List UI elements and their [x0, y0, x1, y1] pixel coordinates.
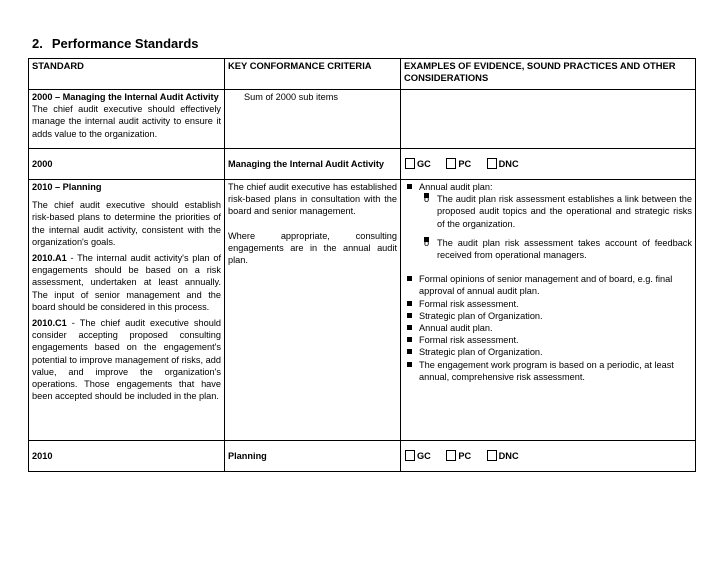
- table-row-2000-summary: [29, 149, 696, 180]
- list-item: o The audit plan risk assessment establishes a link between the proposed audit topics and the operational and strategic risks of the organization.: [437, 193, 692, 230]
- summary-code: 2000: [29, 149, 225, 180]
- standard-title: 2010 – Planning: [32, 182, 102, 192]
- table-row-2010: [29, 180, 696, 441]
- cell-standard: [29, 180, 225, 441]
- conformance-checkboxes: [401, 441, 696, 472]
- list-item: Annual audit plan: o The audit plan risk assessment establishes a link between the proposed audit topics and the operational and strategic risks of the organization. o The audit plan risk assessment takes account of feedback received from operational managers.: [419, 181, 692, 261]
- conformance-checkboxes: [401, 149, 696, 180]
- pc-checkbox[interactable]: [446, 158, 456, 169]
- cell-criteria: [225, 180, 401, 441]
- standard-c1: 2010.C1 - The chief audit executive should consider accepting proposed consulting engagements based on the engagement's potential to improve management of risks, add value, and improve the organization's operations. Those engagements that have been accepted should be included in the plan.: [32, 318, 221, 402]
- table-row-2000-intro: [29, 90, 696, 149]
- section-title: Performance Standards: [51, 36, 199, 51]
- dnc-checkbox[interactable]: [487, 450, 497, 461]
- list-item: The engagement work program is based on a periodic, at least annual, comprehensive risk assessment.: [419, 359, 692, 383]
- dnc-label: DNC: [498, 450, 519, 461]
- header-row: [29, 59, 696, 90]
- cell-examples: [401, 180, 696, 441]
- criteria-text-2: Where appropriate, consulting engagements are in the annual audit plan.: [228, 230, 397, 266]
- standard-text: The chief audit executive should establish risk-based plans to determine the priorities of the internal audit activity, consistent with the organization's goals.: [32, 200, 221, 247]
- gc-label: GC: [417, 158, 431, 169]
- standard-a1: 2010.A1 - The internal audit activity's plan of engagements should be based on a risk assessment, undertaken at least annually. The input of senior management and the board should be considered in this process.: [32, 253, 221, 312]
- summary-name: Managing the Internal Audit Activity: [225, 149, 401, 180]
- list-item: Annual audit plan.: [419, 322, 692, 334]
- criteria-text: Sum of 2000 sub items: [244, 92, 338, 102]
- gc-label: GC: [417, 450, 431, 461]
- pc-label: PC: [458, 450, 472, 461]
- list-item: Formal risk assessment.: [419, 298, 692, 310]
- list-item: Formal risk assessment.: [419, 334, 692, 346]
- criteria-text: The chief audit executive has established risk-based plans in consultation with the board and senior management.: [228, 182, 397, 217]
- cell-standard: [29, 90, 225, 149]
- evidence-list: [404, 181, 692, 383]
- gc-checkbox[interactable]: [405, 450, 415, 461]
- cell-examples: [401, 90, 696, 149]
- section-number: 2.: [32, 36, 43, 51]
- standard-text: The chief audit executive should effectively manage the internal audit activity to ensure it adds value to the organization.: [32, 104, 221, 139]
- list-item: Strategic plan of Organization.: [419, 310, 692, 322]
- header-examples: EXAMPLES OF EVIDENCE, SOUND PRACTICES AND OTHER CONSIDERATIONS: [401, 59, 696, 90]
- standard-title: 2000 – Managing the Internal Audit Activity: [32, 92, 219, 102]
- dnc-checkbox[interactable]: [487, 158, 497, 169]
- summary-name: Planning: [225, 441, 401, 472]
- header-criteria: KEY CONFORMANCE CRITERIA: [225, 59, 401, 90]
- list-item: Strategic plan of Organization.: [419, 346, 692, 358]
- pc-checkbox[interactable]: [446, 450, 456, 461]
- cell-criteria: [225, 90, 401, 149]
- table-row-2010-summary: [29, 441, 696, 472]
- standards-table: [28, 58, 696, 472]
- gc-checkbox[interactable]: [405, 158, 415, 169]
- list-item: o The audit plan risk assessment takes account of feedback received from operational managers.: [437, 237, 692, 261]
- pc-label: PC: [458, 158, 472, 169]
- section-heading: [32, 36, 199, 51]
- summary-code: 2010: [29, 441, 225, 472]
- list-item: Formal opinions of senior management and of board, e.g. final approval of annual audit plan.: [419, 273, 692, 297]
- header-standard: STANDARD: [29, 59, 225, 90]
- dnc-label: DNC: [498, 158, 519, 169]
